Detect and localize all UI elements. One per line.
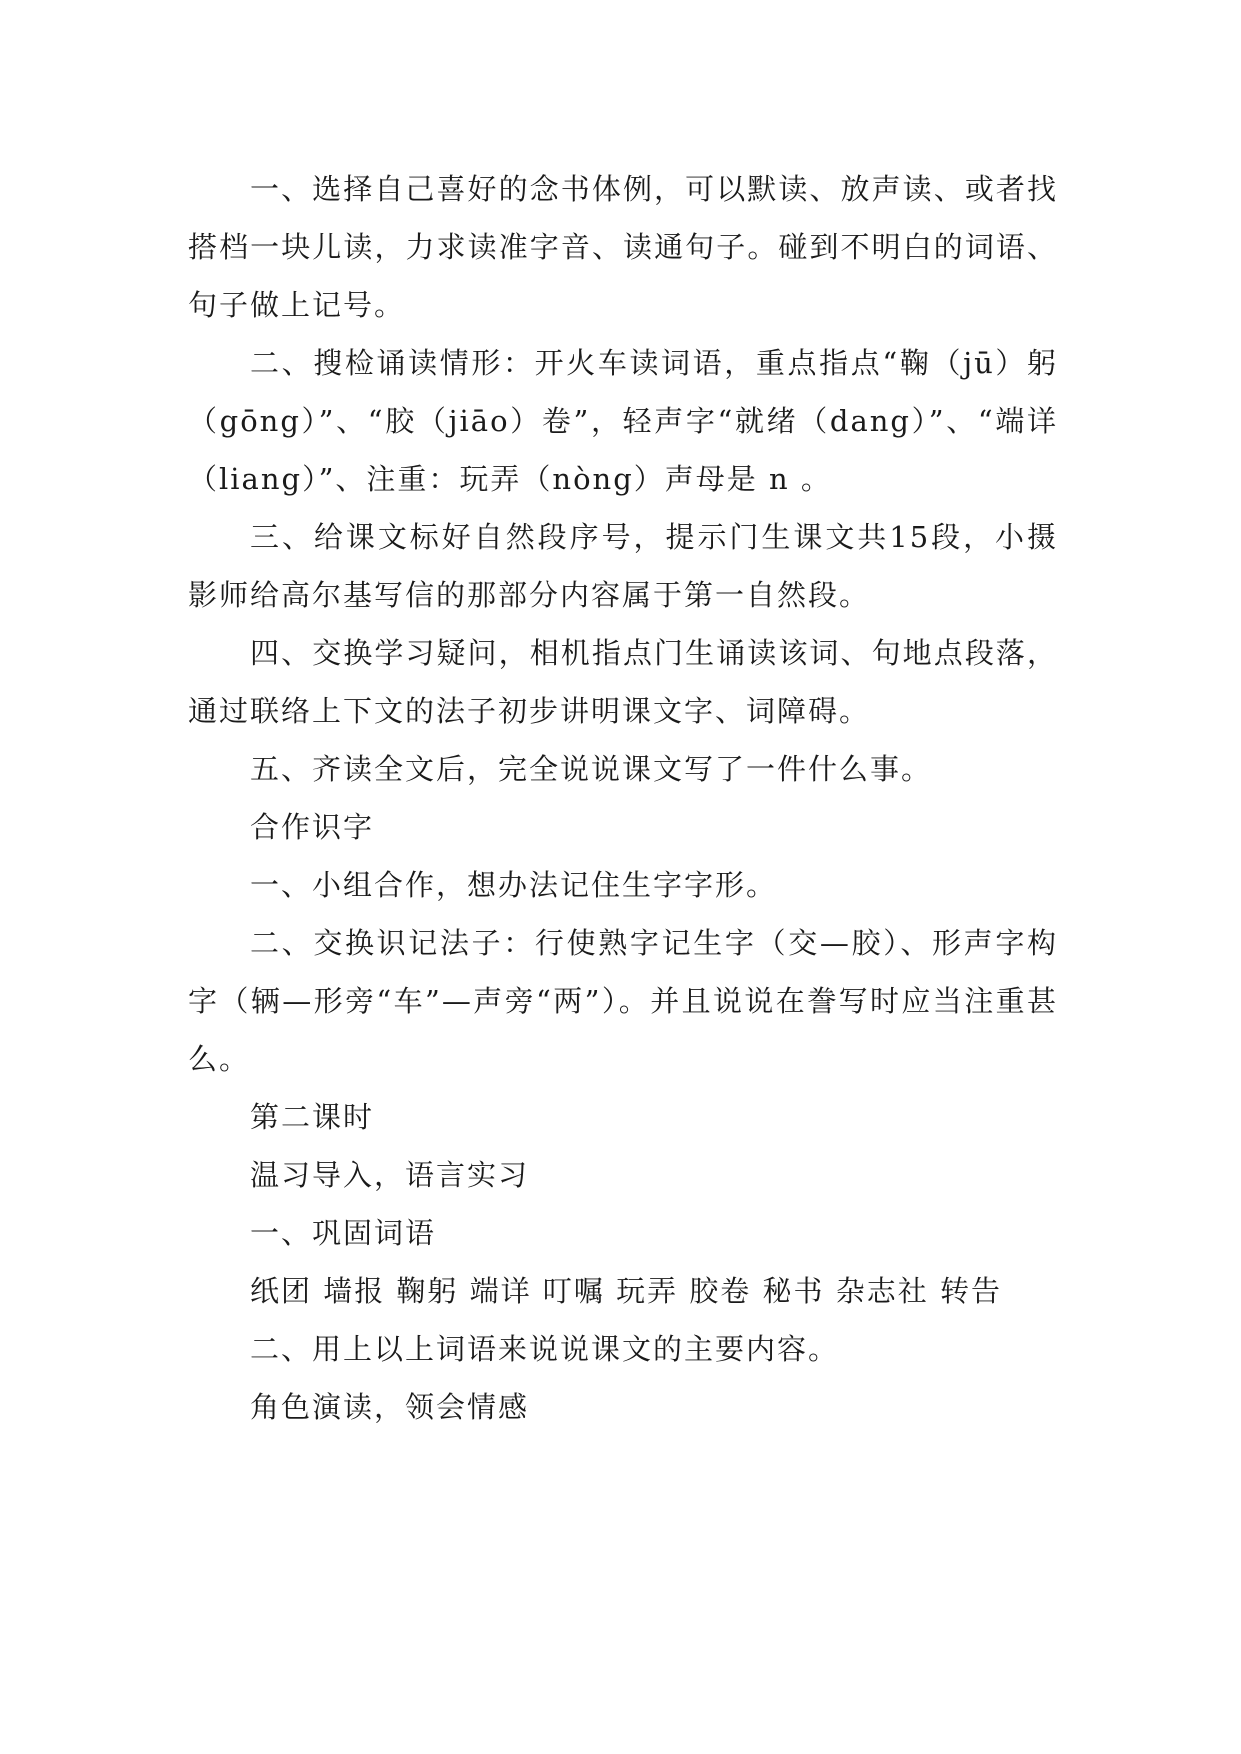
paragraph-4: 四、交换学习疑问，相机指点门生诵读该词、句地点段落，通过联络上下文的法子初步讲明课文字、词障碍。	[188, 636, 1058, 728]
paragraph-7: 二、交换识记法子：行使熟字记生字（交—胶）、形声字构字（辆—形旁“车”—声旁“两”）。并且说说在誊写时应当注重甚么。	[188, 926, 1058, 1076]
paragraph-5: 五、齐读全文后，完全说说课文写了一件什么事。	[250, 752, 933, 786]
paragraph-8: 一、巩固词语	[250, 1216, 437, 1250]
section-heading-second-lesson: 第二课时	[250, 1100, 375, 1134]
document-body	[188, 160, 1058, 1436]
section-heading-cooperative-literacy: 合作识字	[250, 810, 375, 844]
section-heading-role-reading: 角色演读，领会情感	[250, 1390, 530, 1424]
paragraph-1: 一、选择自己喜好的念书体例，可以默读、放声读、或者找搭档一块儿读，力求读准字音、读通句子。碰到不明白的词语、句子做上记号。	[188, 172, 1058, 322]
paragraph-3: 三、给课文标好自然段序号，提示门生课文共15段，小摄影师给高尔基写信的那部分内容属于第一自然段。	[188, 520, 1058, 612]
paragraph-6: 一、小组合作，想办法记住生字字形。	[250, 868, 778, 902]
vocabulary-list: 纸团 墙报 鞠躬 端详 叮嘱 玩弄 胶卷 秘书 杂志社 转告	[250, 1274, 1002, 1308]
section-heading-review: 温习导入，语言实习	[250, 1158, 530, 1192]
paragraph-9: 二、用上以上词语来说说课文的主要内容。	[250, 1332, 840, 1366]
paragraph-2: 二、搜检诵读情形：开火车读词语，重点指点“鞠（jū）躬（gōng）”、“胶（jiāo）卷”，轻声字“就绪（dang）”、“端详（liang）”、注重：玩弄（nòng）声母是 n 。	[188, 346, 1058, 496]
